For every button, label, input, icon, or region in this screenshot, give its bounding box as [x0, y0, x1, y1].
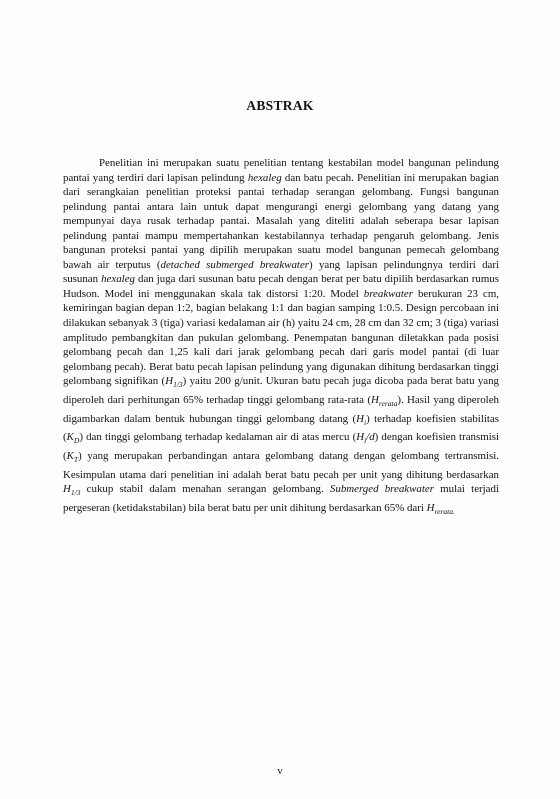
text-segment: ) yaitu 200 g/unit. Ukuran batu pecah juga dicoba pada berat batu yang diperoleh dari perhitungan 65% terhadap tinggi gelombang rata-rata ( — [63, 375, 499, 406]
subscript-text: rerata. — [434, 507, 455, 517]
text-segment: ) dengan koefisien transmisi ( — [63, 431, 499, 463]
italic-text: H — [63, 483, 71, 496]
italic-text: K — [66, 431, 74, 444]
italic-text: H — [356, 431, 365, 444]
text-segment: dan juga dari susunan batu pecah dengan berat per batu dipilih berdasarkan rumus Hudson. Model ini menggunakan skala tak distorsi 1:20. Model — [63, 273, 499, 300]
text-segment: ) dan tinggi gelombang terhadap kedalaman air di atas mercu ( — [79, 431, 357, 444]
subscript-text: i — [364, 436, 367, 446]
subscript-text: rerata — [378, 399, 398, 409]
italic-text: K — [66, 450, 74, 463]
text-segment: ) yang merupakan perbandingan antara gelombang datang dengan gelombang tertransmisi. Kesimpulan utama dari penelitian ini adalah berat batu pecah per unit yang dihitung berdasarkan — [63, 450, 499, 481]
text-segment: ) terhadap koefisien stabilitas ( — [63, 412, 499, 444]
page-number: v — [277, 766, 283, 777]
italic-text: H — [165, 375, 174, 388]
text-segment: dan batu pecah. Penelitian ini merupakan bagian dari serangkaian penelitian proteksi pantai terhadap serangan gelombang. Fungsi bangunan pelindung pantai antara lain untuk dapat mengurangi energi gelombang yang datang yang mempunyai daya rusak terhadap pantai. Masalah yang diteliti adalah seberapa besar lapisan pelindung pantai mampu mempertahankan kestabilannya terhadap pengaruh gelombang. Jenis bangunan proteksi pantai yang dipilih merupakan suatu model bangunan pemecah gelombang bawah air terputus ( — [63, 171, 499, 271]
text-segment: cukup stabil dalam menahan serangan gelombang. — [80, 483, 330, 496]
subscript-text: 1/3 — [70, 488, 81, 498]
text-segment: Penelitian ini merupakan suatu penelitian tentang kestabilan model bangunan pelindung pantai yang terdiri dari lapisan pelindung — [63, 157, 499, 184]
italic-text: breakwater — [363, 287, 413, 300]
italic-text: H — [356, 412, 365, 425]
italic-text: hexaleg — [247, 171, 282, 184]
italic-text: Submerged breakwater — [329, 483, 434, 496]
subscript-text: i — [364, 417, 367, 427]
abstract-paragraph — [63, 156, 499, 520]
subscript-text: T — [73, 455, 79, 465]
page-title: ABSTRAK — [246, 98, 314, 113]
italic-text: hexaleg — [101, 273, 135, 286]
text-segment: berukuran 23 cm, kemiringan bagian depan 1:2, bagian belakang 1:1 dan bagian samping 1:0.5. Design percobaan ini dilakukan sebanyak 3 (tiga) variasi kedalaman air (h) yaitu 24 cm, 28 cm dan 32 cm; 3 (tiga) variasi amplitudo pembangkitan dan pukulan gelombang. Penempatan bangunan diletakkan pada posisi gelombang pecah dan 1,25 kali dari jarak gelombang pecah dari garis model pantai (di luar gelombang pecah). Berat batu pecah lapisan pelindung yang digunakan dihitung berdasarkan tinggi gelombang signifikan ( — [63, 287, 500, 388]
text-segment: ). Hasil yang diperoleh digambarkan dalam bentuk hubungan tinggi gelombang datang ( — [63, 393, 499, 425]
italic-text: H — [370, 393, 379, 406]
italic-text: /d — [366, 431, 375, 444]
subscript-text: D — [73, 436, 80, 446]
italic-text: detached submerged breakwater — [160, 258, 310, 271]
text-segment: mulai terjadi pergeseran (ketidakstabilan) bila berat batu per unit dihitung berdasarkan 65% dari — [63, 483, 499, 515]
italic-text: H — [426, 502, 435, 515]
text-segment: ) yang lapisan pelindungnya terdiri dari susunan — [63, 258, 499, 286]
subscript-text: 1/3 — [173, 380, 183, 390]
